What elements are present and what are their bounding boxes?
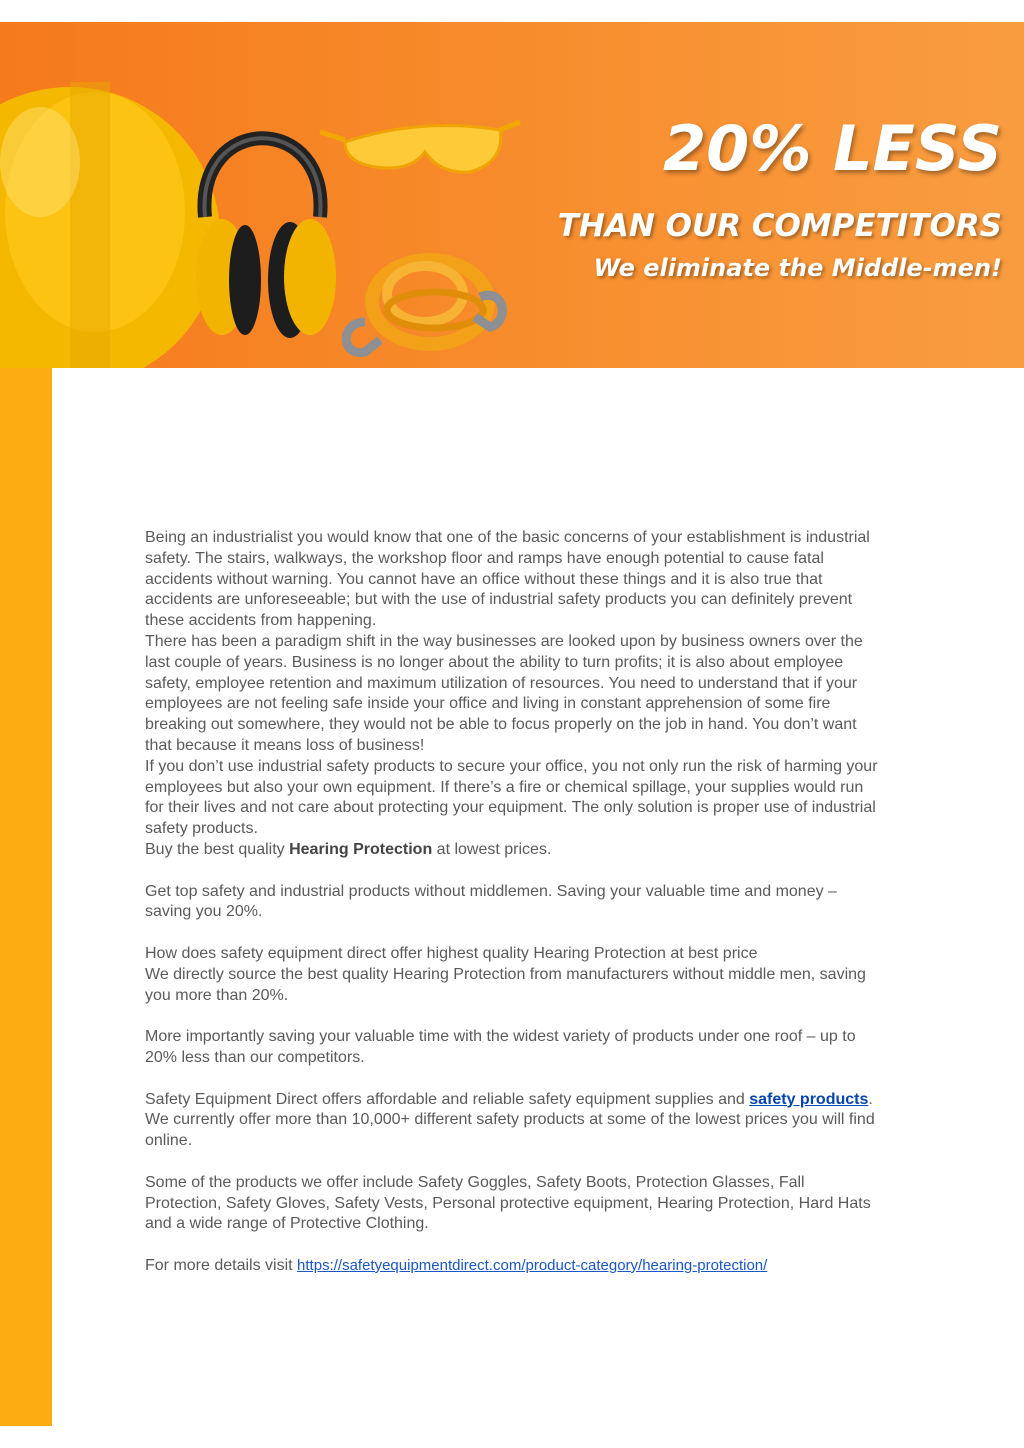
earmuffs-icon — [196, 138, 336, 338]
promo-banner — [0, 22, 1024, 368]
safety-glasses-icon — [320, 122, 520, 172]
more-details-prefix: For more details visit — [145, 1256, 298, 1274]
safety-products-link[interactable]: safety products — [749, 1090, 869, 1108]
hearing-protection-bold: Hearing Protection — [289, 840, 433, 858]
paragraph-how-question: How does safety equipment direct offer highest quality Hearing Protection at best price — [145, 944, 758, 962]
banner-tagline: We eliminate the Middle-men! — [593, 254, 1002, 282]
banner-subhead: THAN OUR COMPETITORS — [557, 208, 1002, 244]
paragraph-risk: If you don’t use industrial safety products to secure your office, you not only run the risk of harming your employees but also your own equipment. If there’s a fire or chemical spillage, your supplies would run for their lives and not care about protecting your equipment. The only solution is proper use of industrial safety products. — [145, 757, 878, 838]
buy-best-suffix: at lowest prices. — [432, 840, 552, 858]
paragraph-product-list: Some of the products we offer include Safety Goggles, Safety Boots, Protection Glasses, Fall Protection, Safety Gloves, Safety Vests, Personal protective equipment, Hearing Protection, Hard Hats and a wide range of Protective Clothing. — [145, 1173, 871, 1233]
offers-prefix: Safety Equipment Direct offers affordable and reliable safety equipment supplies and — [145, 1090, 750, 1108]
banner-headline: 20% LESS — [663, 112, 1002, 185]
paragraph-more-details — [145, 1256, 885, 1277]
banner-illustration — [0, 22, 1024, 368]
side-accent-bar — [0, 368, 52, 1426]
paragraph-no-middlemen: Get top safety and industrial products without middlemen. Saving your valuable time and money – saving you 20%. — [145, 882, 837, 921]
offers-suffix: . We currently offer more than 10,000+ different safety products at some of the lowest prices you will find online. — [145, 1090, 875, 1150]
paragraph-direct-source: We directly source the best quality Hearing Protection from manufacturers without middle men, saving you more than 20%. — [145, 965, 866, 1004]
paragraph-buy-best — [145, 840, 885, 861]
rope-carabiner-icon — [346, 260, 502, 352]
paragraph-intro: Being an industrialist you would know that one of the basic concerns of your establishment is industrial safety. The stairs, walkways, the workshop floor and ramps have enough potential to cause fatal accidents without warning. You cannot have an office without these things and it is also true that accidents are unforeseeable; but with the use of industrial safety products you can definitely prevent these accidents from happening. — [145, 529, 870, 630]
buy-best-prefix: Buy the best quality — [145, 840, 290, 858]
paragraph-paradigm-shift: There has been a paradigm shift in the way businesses are looked upon by business owners over the last couple of years. Business is no longer about the ability to turn profits; it is also about employee safety, employee retention and maximum utilization of resources. You need to understand that if your employees are not feeling safe inside your office and living in constant apprehension of some fire breaking out somewhere, they would not be able to focus properly on the job in hand. You don’t want that because it means loss of business! — [145, 632, 863, 754]
hearing-protection-url-link[interactable]: https://safetyequipmentdirect.com/product-category/hearing-protection/ — [297, 1256, 768, 1274]
article-body — [145, 528, 885, 1277]
paragraph-offers — [145, 1090, 885, 1152]
paragraph-variety: More importantly saving your valuable time with the widest variety of products under one roof – up to 20% less than our competitors. — [145, 1028, 856, 1066]
hard-hat-icon — [0, 82, 220, 368]
